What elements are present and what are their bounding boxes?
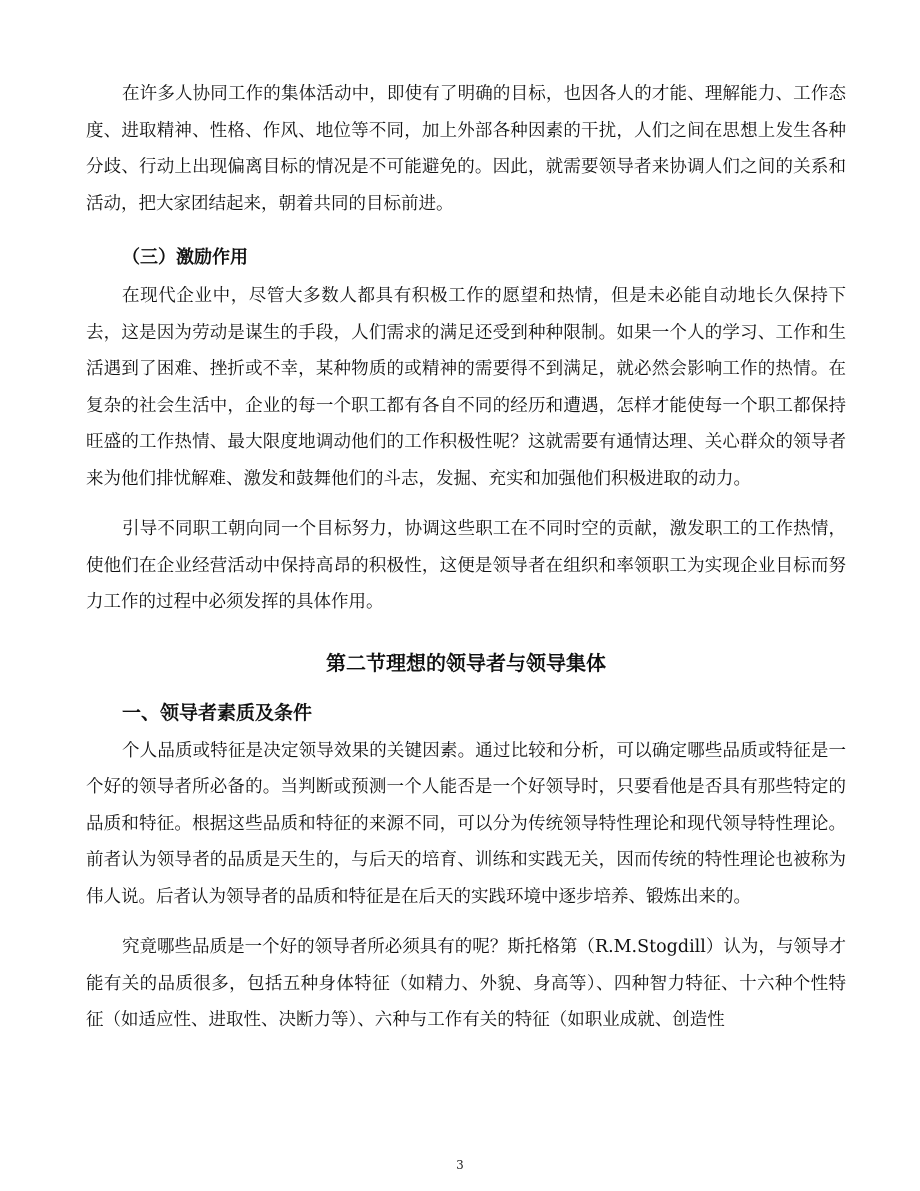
paragraph-coordination: 在许多人协同工作的集体活动中，即使有了明确的目标，也因各人的才能、理解能力、工作态度、进取精神、性格、作风、地位等不同，加上外部各种因素的干扰，人们之间在思想上发生各种分歧、行动上出现偏离目标的情况是不可能避免的。因此，就需要领导者来协调人们之间的关系和活动，把大家团结起来，朝着共同的目标前进。 [86,84,846,214]
paragraph-stogdill: 究竟哪些品质是一个好的领导者所必须具有的呢？斯托格第（R.M.Stogdill）认为，与领导才能有关的品质很多，包括五种身体特征（如精力、外貌、身高等）、四种智力特征、十六种个性特征（如适应性、进取性、决断力等）、六种与工作有关的特征（如职业成就、创造性 [86,937,846,1030]
paragraph-traits: 个人品质或特征是决定领导效果的关键因素。通过比较和分析，可以确定哪些品质或特征是一个好的领导者所必备的。当判断或预测一个人能否是一个好领导时，只要看他是否具有那些特定的品质和特征。根据这些品质和特征的来源不同，可以分为传统领导特性理论和现代领导特性理论。前者认为领导者的品质是天生的，与后天的培育、训练和实践无关，因而传统的特性理论也被称为伟人说。后者认为领导者的品质和特征是在后天的实践环境中逐步培养、锻炼出来的。 [86,740,846,907]
heading-leader-qualities: 一、领导者素质及条件 [122,701,313,724]
document-page [86,76,846,1039]
section-title: 第二节理想的领导者与领导集体 [326,650,606,675]
paragraph-motivation: 在现代企业中，尽管大多数人都具有积极工作的愿望和热情，但是未必能自动地长久保持下去，这是因为劳动是谋生的手段，人们需求的满足还受到种种限制。如果一个人的学习、工作和生活遇到了困难、挫折或不幸，某种物质的或精神的需要得不到满足，就必然会影响工作的热情。在复杂的社会生活中，企业的每一个职工都有各自不同的经历和遭遇，怎样才能使每一个职工都保持旺盛的工作热情、最大限度地调动他们的工作积极性呢？这就需要有通情达理、关心群众的领导者来为他们排忧解难、激发和鼓舞他们的斗志，发掘、充实和加强他们积极进取的动力。 [86,286,846,489]
paragraph-gap [86,222,846,236]
paragraph-gap [86,915,846,929]
page-number: 3 [456,1158,464,1172]
heading-motivation: （三）激励作用 [122,247,248,268]
paragraph-gap [86,497,846,511]
paragraph-guidance: 引导不同职工朝向同一个目标努力，协调这些职工在不同时空的贡献，激发职工的工作热情，使他们在企业经营活动中保持高昂的积极性，这便是领导者在组织和率领职工为实现企业目标而努力工作的过程中必须发挥的具体作用。 [86,519,846,612]
